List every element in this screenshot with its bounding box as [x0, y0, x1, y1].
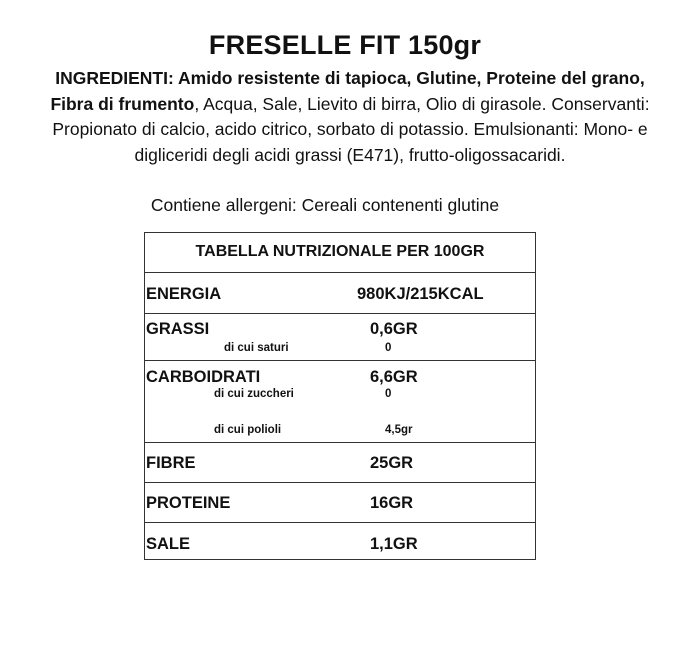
sale-label: SALE: [146, 535, 191, 553]
ingredients-bold-part: INGREDIENTI: Amido resistente di tapioca, Glutine, Proteine del grano, Fibra di frumento: [50, 68, 645, 114]
table-row-carboidrati: [145, 361, 535, 443]
zuccheri-value: 0: [385, 388, 392, 400]
sale-value: 1,1GR: [370, 535, 418, 553]
polioli-value: 4,5gr: [385, 424, 413, 436]
saturi-value: 0: [385, 342, 392, 354]
proteine-value: 16GR: [370, 494, 414, 512]
grassi-label: GRASSI: [146, 320, 210, 338]
carboidrati-label: CARBOIDRATI: [146, 368, 261, 386]
table-row-fibre: [145, 443, 535, 483]
fibre-value: 25GR: [370, 454, 414, 472]
ingredients-regular-part: , Acqua, Sale, Lievito di birra, Olio di girasole. Conservanti: Propionato di calcio, acido citrico, sorbato di potassio. Emulsionanti: Mono- e digliceridi degli acidi grassi (E471), frutto-oligossacaridi.: [52, 93, 650, 165]
saturi-label: di cui saturi: [224, 342, 289, 354]
energia-value: 980KJ/215KCAL: [357, 285, 484, 303]
table-row-sale: [145, 523, 535, 559]
grassi-value: 0,6GR: [370, 320, 418, 338]
zuccheri-label: di cui zuccheri: [214, 388, 294, 400]
proteine-label: PROTEINE: [146, 494, 231, 512]
nutrition-table: [144, 232, 536, 560]
table-row-energia: [145, 273, 535, 314]
energia-label: ENERGIA: [146, 285, 222, 303]
product-title: FRESELLE FIT 150gr: [208, 30, 482, 60]
table-row-proteine: [145, 483, 535, 523]
ingredients-text: [40, 66, 660, 168]
fibre-label: FIBRE: [146, 454, 196, 472]
table-header-row: [145, 233, 535, 273]
polioli-label: di cui polioli: [214, 424, 282, 436]
allergens-text: Contiene allergeni: Cereali contenenti glutine: [150, 195, 500, 215]
carboidrati-value: 6,6GR: [370, 368, 418, 386]
table-header: TABELLA NUTRIZIONALE PER 100GR: [195, 243, 485, 260]
table-row-grassi: [145, 314, 535, 361]
